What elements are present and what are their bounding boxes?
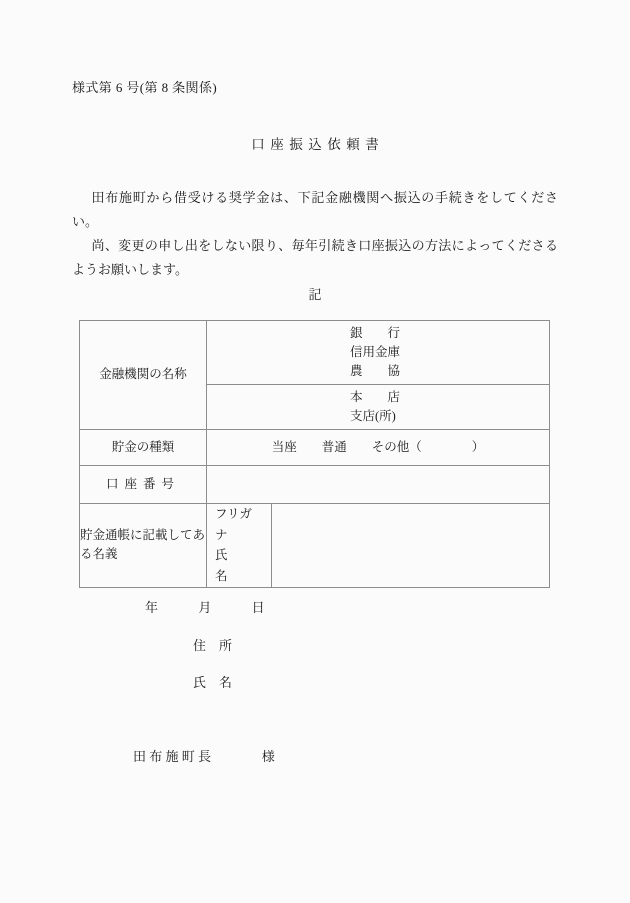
label-institution-name-text: 金融機関の名称: [99, 367, 187, 382]
table-row-account-number: [80, 466, 550, 504]
label-furigana: フリガナ: [215, 507, 252, 542]
deposit-type-options[interactable]: 当座 普通 その他（ ）: [271, 439, 485, 454]
signature-address-label[interactable]: 住 所: [193, 638, 233, 653]
table-row-account-name: [80, 504, 550, 588]
form-number: 様式第 6 号(第 8 条関係): [72, 80, 218, 95]
field-branch-type[interactable]: [207, 385, 550, 430]
table-row-institution-type: [80, 321, 550, 385]
institution-type-bank[interactable]: 銀 行: [350, 326, 401, 341]
label-deposit-type: [80, 430, 207, 466]
field-account-name[interactable]: [272, 504, 550, 588]
label-account-name: [80, 504, 207, 588]
body-paragraph-2: 尚、変更の申し出をしない限り、毎年引続き口座振込の方法によってくださるようお願いします。: [72, 238, 558, 278]
body-paragraph-1: 田布施町から借受ける奨学金は、下記金融機関へ振込の手続きをしてください。: [72, 190, 558, 230]
label-account-number-text: 口座番号: [105, 476, 180, 491]
institution-type-nokyo[interactable]: 農 協: [350, 363, 401, 378]
label-institution-name: [80, 321, 207, 430]
signature-name-label[interactable]: 氏 名: [193, 675, 233, 690]
table-row-deposit-type: [80, 430, 550, 466]
addressee-title: 田 布 施 町 長: [133, 749, 212, 764]
label-shimei: 氏 名: [215, 548, 253, 583]
field-institution-type[interactable]: [207, 321, 550, 385]
bank-details-table: [79, 320, 550, 588]
branch-type-branch-office[interactable]: 支店(所): [350, 409, 396, 423]
field-account-number[interactable]: [207, 466, 550, 504]
ki-marker: 記: [308, 287, 322, 302]
addressee-honorific: 様: [261, 749, 275, 764]
date-year-label: 年: [145, 600, 159, 615]
document-body: [72, 186, 558, 282]
label-account-number: [80, 466, 207, 504]
field-deposit-type[interactable]: [207, 430, 550, 466]
label-account-name-subfields: [207, 504, 272, 588]
signature-date-line[interactable]: [145, 597, 265, 616]
label-account-name-text: 貯金通帳に記載してある名義: [80, 527, 206, 562]
date-day-label: 日: [251, 600, 265, 615]
document-title: 口座振込依頼書: [251, 137, 385, 152]
label-deposit-type-text: 貯金の種類: [111, 439, 175, 454]
branch-type-head-office[interactable]: 本 店: [350, 390, 401, 405]
addressee-line: [133, 746, 275, 765]
date-month-label: 月: [198, 600, 212, 615]
institution-type-shinyo-kinko[interactable]: 信用金庫: [350, 345, 401, 360]
